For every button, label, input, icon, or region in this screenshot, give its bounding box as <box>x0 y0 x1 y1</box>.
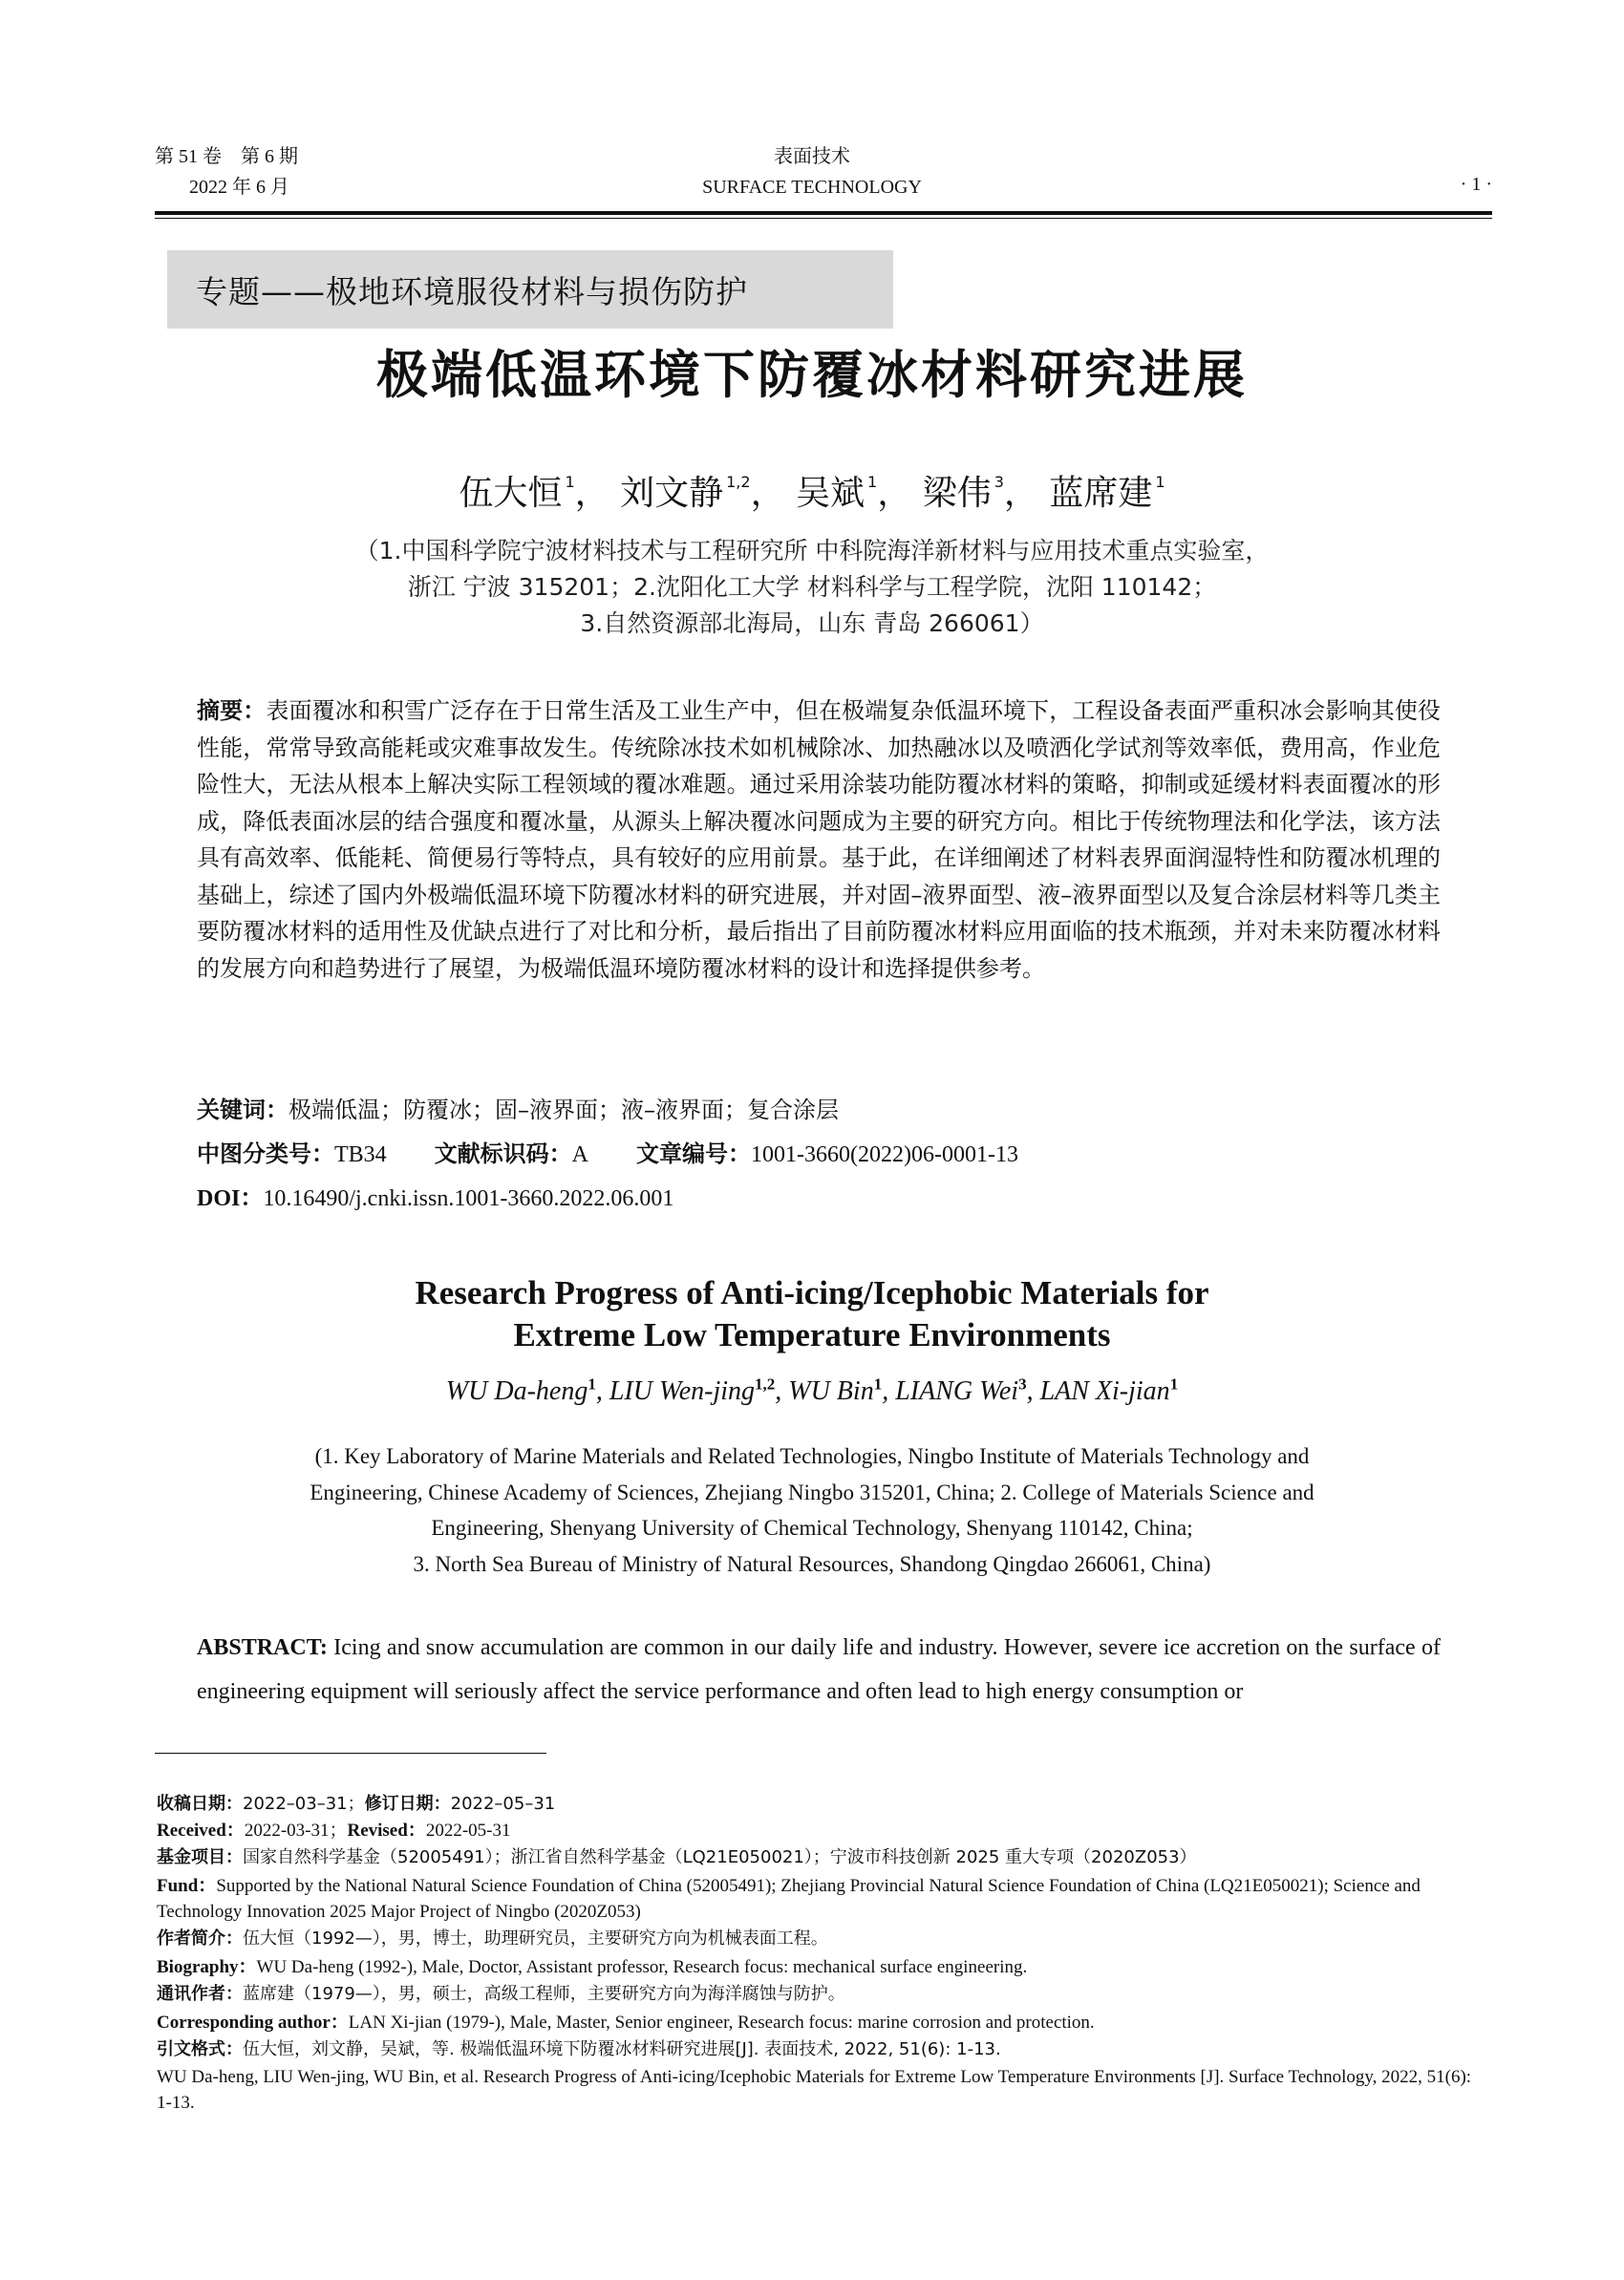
title-cn: 极端低温环境下防覆冰材料研究进展 <box>376 345 1248 405</box>
clc-label: 中图分类号： <box>197 1140 334 1167</box>
affiliation-en-line: Engineering, Chinese Academy of Sciences, Zhejiang Ningbo 315201, China; 2. College of Materials Science and <box>310 1480 1314 1504</box>
clc-value: TB34 <box>334 1142 387 1167</box>
affiliation-line: 浙江 宁波 315201；2.沈阳化工大学 材料科学与工程学院，沈阳 110142； <box>407 573 1217 601</box>
header-center <box>0 141 1624 202</box>
footnote-rule <box>155 1753 546 1754</box>
footnote-corr-en: Corresponding author：LAN Xi-jian (1979-), Male, Master, Senior engineer, Research focus: marine corrosion and protection. <box>157 2013 1095 2033</box>
title-en-line: Research Progress of Anti-icing/Icephobic Materials for <box>415 1274 1209 1311</box>
article-no-value: 1001-3660(2022)06-0001-13 <box>751 1142 1018 1167</box>
header-rule-thick <box>155 211 1492 215</box>
footnote-cite-en: WU Da-heng, LIU Wen-jing, WU Bin, et al. Research Progress of Anti-icing/Icephobic Materials for Extreme Low Temperature Environments [J]. Surface Technology, 2022, 51(6): 1-13. <box>157 2067 1472 2113</box>
abstract-cn-label: 摘要： <box>197 697 267 724</box>
keywords-cn-label: 关键词： <box>197 1097 288 1123</box>
classification-line <box>197 1135 1018 1168</box>
article-no-label: 文章编号： <box>636 1140 752 1167</box>
keywords-cn-text: 极端低温；防覆冰；固–液界面；液–液界面；复合涂层 <box>288 1097 839 1123</box>
keywords-cn <box>197 1091 839 1124</box>
abstract-cn <box>197 693 1441 987</box>
topic-banner <box>167 250 893 329</box>
journal-name-en: SURFACE TECHNOLOGY <box>702 177 922 198</box>
author-en: WU Bin$^1$, <box>788 1375 896 1407</box>
authors-en <box>0 1375 1624 1407</box>
author-en: LIANG Wei$^3$, <box>895 1375 1040 1407</box>
journal-name-cn: 表面技术 <box>774 146 850 167</box>
author-en: WU Da-heng$^1$, <box>445 1375 609 1407</box>
author-cn: 蓝席建 $^1$ <box>1049 473 1165 513</box>
doi-label: DOI： <box>197 1186 264 1211</box>
author-cn: 伍大恒 $^1$， <box>459 473 609 513</box>
author-cn: 吴斌 $^1$， <box>796 473 912 513</box>
page-number: · 1 · <box>1460 174 1492 195</box>
header-rule-thin <box>155 218 1492 219</box>
doc-code-label: 文献标识码： <box>434 1140 572 1167</box>
footnote-fund-en: Fund：Supported by the National Natural Science Foundation of China (52005491); Zhejiang Provincial Natural Science Foundation of China (LQ21E050021); Science and Technology Innovation 2025 Major Project of Ningbo (2020Z053) <box>157 1876 1421 1922</box>
author-cn: 梁伟 $^3$， <box>922 473 1038 513</box>
footnote-corr-cn: 通讯作者：蓝席建（1979—），男，硕士，高级工程师，主要研究方向为海洋腐蚀与防护。 <box>157 1984 845 2004</box>
affiliation-en-line: (1. Key Laboratory of Marine Materials and Related Technologies, Ningbo Institute of Materials Technology and <box>314 1444 1310 1468</box>
affiliation-line: 3.自然资源部北海局，山东 青岛 266061） <box>580 609 1044 637</box>
abstract-en-label: ABSTRACT: <box>197 1635 328 1660</box>
author-en: LAN Xi-jian$^1$ <box>1039 1375 1179 1407</box>
affiliation-en-line: Engineering, Shenyang University of Chemical Technology, Shenyang 110142, China; <box>431 1516 1193 1540</box>
affiliation-line: （1.中国科学院宁波材料技术与工程研究所 中科院海洋新材料与应用技术重点实验室， <box>354 537 1270 565</box>
author-en: LIU Wen-jing$^{1,2}$, <box>609 1375 789 1407</box>
footnote-received-en: Received：2022-03-31；Revised：2022-05-31 <box>157 1821 511 1841</box>
abstract-en <box>197 1626 1441 1714</box>
footnote-received-cn: 收稿日期：2022–03–31；修订日期：2022–05–31 <box>157 1794 556 1814</box>
author-cn: 刘文静 $^{1,2}$， <box>620 473 785 513</box>
affiliations-en <box>0 1438 1624 1582</box>
topic-label: 专题——极地环境服役材料与损伤防护 <box>196 273 748 310</box>
footnote-bio-cn: 作者简介：伍大恒（1992—），男，博士，助理研究员，主要研究方向为机械表面工程。 <box>157 1928 828 1949</box>
abstract-en-text: Icing and snow accumulation are common in our daily life and industry. However, severe ice accretion on the surface of engineering equipment will seriously affect the service performance and often lead to high energy consumption or <box>197 1635 1442 1704</box>
footnote-fund-cn: 基金项目：国家自然科学基金（52005491）；浙江省自然科学基金（LQ21E050021）；宁波市科技创新 2025 重大专项（2020Z053） <box>157 1847 1197 1867</box>
volume-issue: 第 51 卷 第 6 期 <box>155 146 298 167</box>
affiliations-cn <box>0 533 1624 642</box>
title-en <box>0 1272 1624 1356</box>
doc-code-value: A <box>571 1142 589 1167</box>
title-en-line: Extreme Low Temperature Environments <box>513 1316 1111 1353</box>
issue-date: 2022 年 6 月 <box>189 177 289 198</box>
abstract-cn-text: 表面覆冰和积雪广泛存在于日常生活及工业生产中，但在极端复杂低温环境下，工程设备表面严重积冰会影响其使役性能，常常导致高能耗或灾难事故发生。传统除冰技术如机械除冰、加热融冰以及喷洒化学试剂等效率低，费用高，作业危险性大，无法从根本上解决实际工程领域的覆冰难题。通过采用涂装功能防覆冰材料的策略，抑制或延缓材料表面覆冰的形成，降低表面冰层的结合强度和覆冰量，从源头上解决覆冰问题成为主要的研究方向。相比于传统物理法和化学法，该方法具有高效率、低能耗、简便易行等特点，具有较好的应用前景。基于此，在详细阐述了材料表界面润湿特性和防覆冰机理的基础上，综述了国内外极端低温环境下防覆冰材料的研究进展，并对固–液界面型、液–液界面型以及复合涂层材料等几类主要防覆冰材料的适用性及优缺点进行了对比和分析，最后指出了目前防覆冰材料应用面临的技术瓶颈，并对未来防覆冰材料的发展方向和趋势进行了展望，为极端低温环境防覆冰材料的设计和选择提供参考。 <box>197 697 1442 982</box>
footnote-cite-cn: 引文格式：伍大恒，刘文静，吴斌，等. 极端低温环境下防覆冰材料研究进展[J]. 表面技术, 2022, 51(6): 1-13. <box>157 2039 1001 2059</box>
affiliation-en-line: 3. North Sea Bureau of Ministry of Natural Resources, Shandong Qingdao 266061, China) <box>413 1551 1211 1576</box>
doi-value[interactable]: 10.16490/j.cnki.issn.1001-3660.2022.06.001 <box>263 1186 674 1211</box>
doi-line <box>197 1179 673 1212</box>
authors-cn <box>0 466 1624 515</box>
footnote-bio-en: Biography：WU Da-heng (1992-), Male, Doctor, Assistant professor, Research focus: mechanical surface engineering. <box>157 1957 1028 1977</box>
